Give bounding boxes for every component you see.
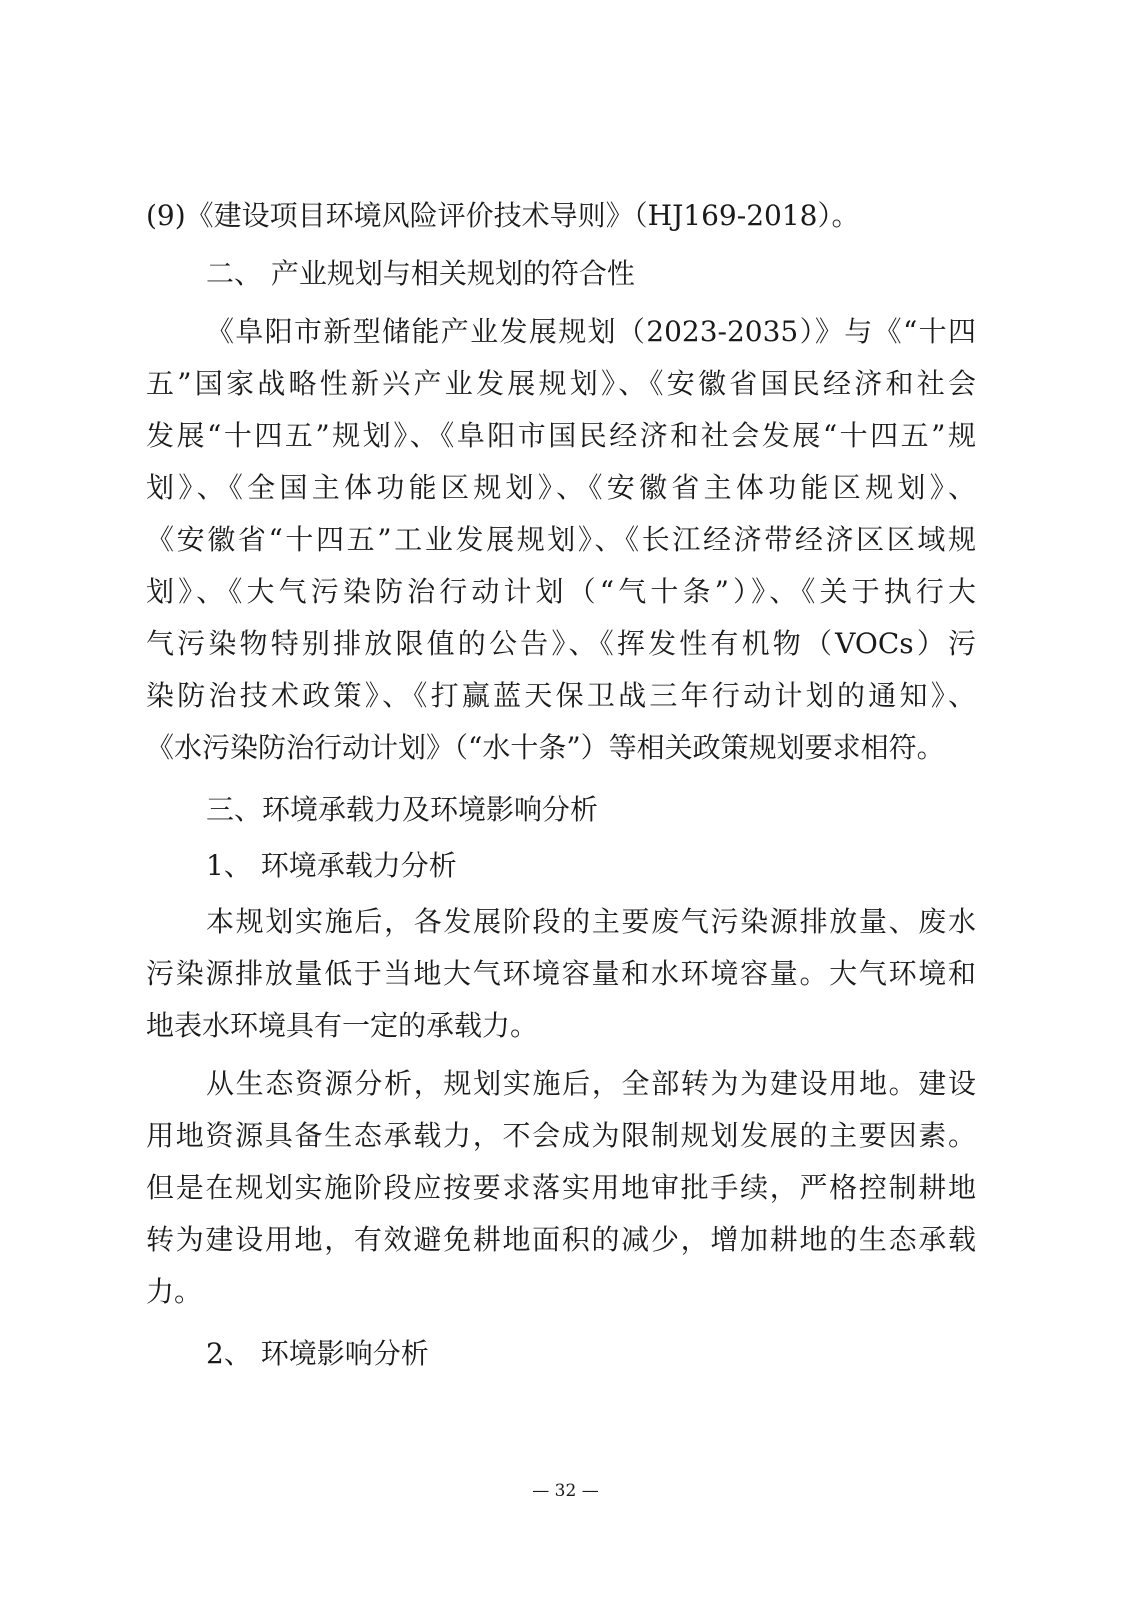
paragraph-line: 用地资源具备生态承载力，不会成为限制规划发展的主要因素。 bbox=[146, 1119, 976, 1152]
paragraph-line: 但是在规划实施阶段应按要求落实用地审批手续，严格控制耕地 bbox=[146, 1171, 976, 1204]
paragraph-line: 地表水环境具有一定的承载力。 bbox=[146, 1009, 539, 1042]
paragraph-line: 《水污染防治行动计划》（“水十条”）等相关政策规划要求相符。 bbox=[146, 731, 945, 764]
paragraph-line: 污染源排放量低于当地大气环境容量和水环境容量。大气环境和 bbox=[146, 957, 976, 990]
section-heading-2: 二、 产业规划与相关规划的符合性 bbox=[206, 257, 635, 290]
reference-item-9: (9)《建设项目环境风险评价技术导则》（HJ169-2018）。 bbox=[146, 199, 860, 232]
section-heading-3: 三、环境承载力及环境影响分析 bbox=[206, 793, 599, 826]
paragraph-line: 划》、《全国主体功能区规划》、《安徽省主体功能区规划》、 bbox=[146, 471, 976, 504]
paragraph-line: 划》、《大气污染防治行动计划（“气十条”）》、《关于执行大 bbox=[146, 575, 976, 608]
paragraph-line: 本规划实施后，各发展阶段的主要废气污染源排放量、废水 bbox=[206, 905, 976, 938]
paragraph-line: 转为建设用地，有效避免耕地面积的减少，增加耕地的生态承载 bbox=[146, 1223, 976, 1256]
subsection-heading-2: 2、 环境影响分析 bbox=[206, 1337, 429, 1370]
paragraph-line: 五”国家战略性新兴产业发展规划》、《安徽省国民经济和社会 bbox=[146, 367, 976, 400]
paragraph-line: 从生态资源分析，规划实施后，全部转为为建设用地。建设 bbox=[206, 1067, 976, 1100]
paragraph-line: 《阜阳市新型储能产业发展规划（2023-2035）》与《“十四 bbox=[206, 315, 976, 348]
paragraph-line: 染防治技术政策》、《打赢蓝天保卫战三年行动计划的通知》、 bbox=[146, 679, 976, 712]
paragraph-line: 力。 bbox=[146, 1275, 203, 1308]
page-number: — 32 — bbox=[532, 1481, 599, 1501]
subsection-heading-1: 1、 环境承载力分析 bbox=[206, 849, 457, 882]
paragraph-line: 《安徽省“十四五”工业发展规划》、《长江经济带经济区区域规 bbox=[146, 523, 976, 556]
paragraph-line: 发展“十四五”规划》、《阜阳市国民经济和社会发展“十四五”规 bbox=[146, 419, 976, 452]
paragraph-line: 气污染物特别排放限值的公告》、《挥发性有机物（VOCs）污 bbox=[146, 627, 976, 660]
